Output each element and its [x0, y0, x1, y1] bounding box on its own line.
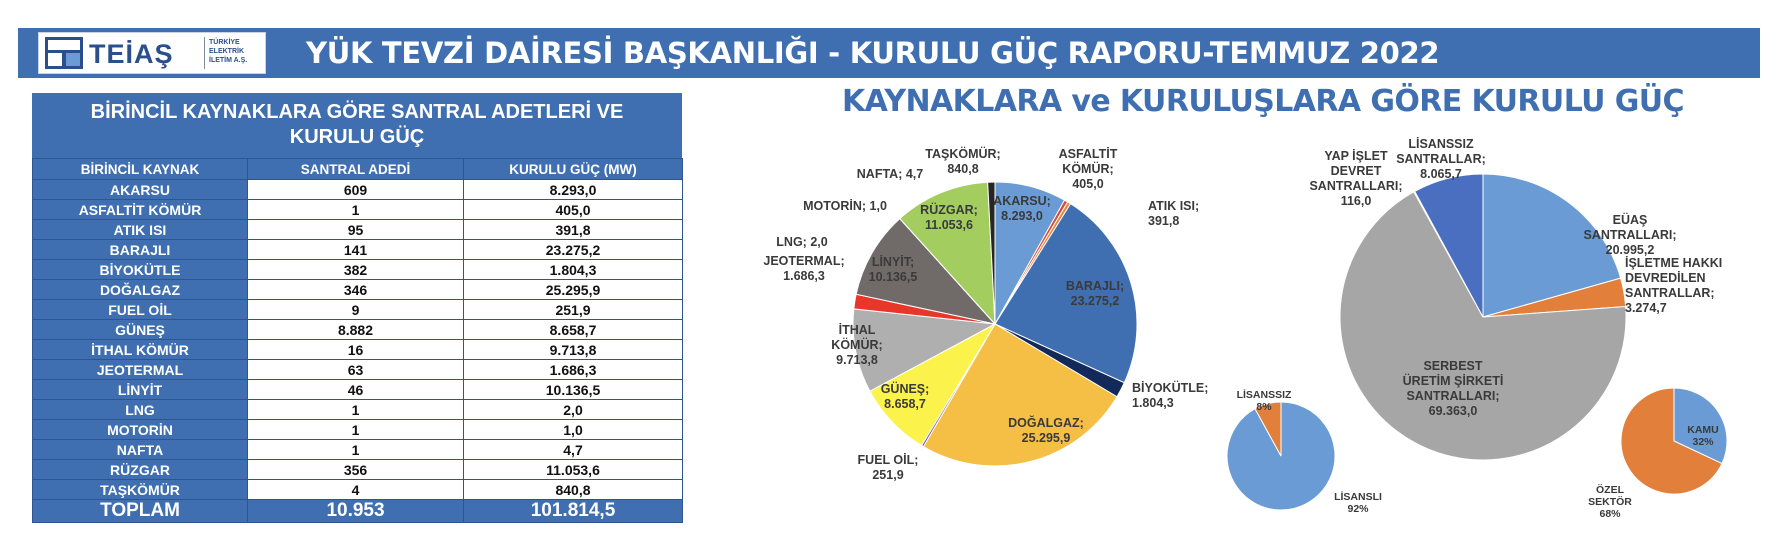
- row-plant-count: 63: [248, 360, 464, 380]
- logo-subtitle-line: İLETİM A.Ş.: [209, 57, 248, 64]
- total-count: 10.953: [248, 500, 464, 523]
- row-source: ASFALTİT KÖMÜR: [33, 200, 248, 220]
- data-label: [925, 146, 1000, 176]
- data-label-line: 68%: [1599, 508, 1621, 520]
- row-source: BARAJLI: [33, 240, 248, 260]
- row-capacity: 1,0: [464, 420, 683, 440]
- data-label-line: SANTRALLAR;: [1396, 152, 1486, 166]
- table-title-line: BİRİNCİL KAYNAKLARA GÖRE SANTRAL ADETLERİ VE: [90, 101, 624, 123]
- data-label-line: İŞLETME HAKKI: [1625, 256, 1723, 270]
- data-label-line: JEOTERMAL;: [763, 254, 845, 268]
- data-label-line: YAP İŞLET: [1324, 149, 1388, 163]
- data-label-line: SANTRALLAR;: [1625, 286, 1715, 300]
- logo-wordmark: TEİAŞ: [89, 39, 174, 69]
- data-label-line: LİNYİT;: [871, 255, 915, 269]
- data-label-line: GÜNEŞ;: [880, 382, 930, 396]
- data-label-line: DEVREDİLEN: [1625, 271, 1706, 285]
- row-source: FUEL OİL: [33, 300, 248, 320]
- column-header-source: BİRİNCİL KAYNAK: [33, 159, 248, 180]
- data-label-line: ÖZEL: [1596, 484, 1624, 496]
- data-label-line: 11.053,6: [925, 218, 973, 232]
- data-label-line: 23.275,2: [1070, 294, 1120, 308]
- data-label-line: 405,0: [1072, 177, 1104, 191]
- data-label-line: 92%: [1347, 503, 1369, 515]
- row-source: ATIK ISI: [33, 220, 248, 240]
- row-capacity: 8.293,0: [464, 180, 683, 200]
- data-label-line: ÜRETİM ŞİRKETİ: [1402, 374, 1504, 388]
- data-label-line: 3.274,7: [1625, 301, 1667, 315]
- data-label-line: 8.065,7: [1420, 167, 1462, 181]
- data-label: [1625, 255, 1722, 315]
- total-label: TOPLAM: [33, 500, 248, 523]
- logo-subtitle-line: TÜRKİYE: [209, 39, 240, 46]
- row-source: İTHAL KÖMÜR: [33, 340, 248, 360]
- data-label-line: LNG; 2,0: [776, 235, 828, 249]
- logo-subtitle-line: ELEKTRİK: [209, 48, 244, 55]
- row-plant-count: 1: [248, 400, 464, 420]
- row-capacity: 8.658,7: [464, 320, 683, 340]
- column-header-capacity: KURULU GÜÇ (MW): [464, 159, 683, 180]
- row-capacity: 1.804,3: [464, 260, 683, 280]
- data-label: [993, 194, 1051, 223]
- row-source: MOTORİN: [33, 420, 248, 440]
- row-source: LNG: [33, 400, 248, 420]
- data-label: [1066, 279, 1124, 308]
- data-label-line: KÖMÜR;: [831, 338, 883, 352]
- data-label-line: 8%: [1256, 401, 1272, 413]
- data-label-line: 32%: [1692, 436, 1714, 448]
- data-label: [1132, 380, 1208, 410]
- data-label-line: 840,8: [947, 162, 979, 176]
- data-label-line: KÖMÜR;: [1062, 162, 1114, 176]
- row-capacity: 10.136,5: [464, 380, 683, 400]
- data-label-line: 116,0: [1340, 194, 1372, 208]
- data-label-line: SANTRALLARI;: [1406, 389, 1500, 403]
- row-plant-count: 8.882: [248, 320, 464, 340]
- column-header-count: SANTRAL ADEDİ: [248, 159, 464, 180]
- data-label-line: RÜZGAR;: [920, 203, 978, 217]
- table-title-line: KURULU GÜÇ: [289, 126, 425, 148]
- data-label-line: 69.363,0: [1428, 404, 1478, 418]
- row-plant-count: 9: [248, 300, 464, 320]
- row-source: RÜZGAR: [33, 460, 248, 480]
- data-label-line: 1.804,3: [1132, 396, 1174, 410]
- data-label: [776, 235, 827, 249]
- row-source: AKARSU: [33, 180, 248, 200]
- data-label-line: TAŞKÖMÜR;: [925, 147, 1001, 161]
- row-plant-count: 46: [248, 380, 464, 400]
- data-label-line: 10.136,5: [868, 270, 918, 284]
- data-label-line: AKARSU;: [993, 194, 1051, 208]
- row-plant-count: 609: [248, 180, 464, 200]
- source-pie-chart: [763, 146, 1208, 482]
- row-source: NAFTA: [33, 440, 248, 460]
- data-label: [1148, 199, 1199, 228]
- data-label-line: FUEL OİL;: [857, 453, 919, 467]
- row-source: TAŞKÖMÜR: [33, 480, 248, 500]
- data-label-line: 9.713,8: [836, 353, 878, 367]
- row-capacity: 1.686,3: [464, 360, 683, 380]
- data-label-line: MOTORİN; 1,0: [803, 199, 887, 213]
- data-label-line: BİYOKÜTLE;: [1132, 381, 1209, 395]
- data-label-line: SERBEST: [1423, 359, 1483, 373]
- row-plant-count: 382: [248, 260, 464, 280]
- data-label-line: LİSANSSIZ: [1408, 137, 1474, 151]
- report-title: YÜK TEVZİ DAİRESİ BAŞKANLIĞI - KURULU GÜÇ RAPORU-TEMMUZ 2022: [306, 36, 1440, 70]
- data-label-line: SEKTÖR: [1588, 496, 1632, 508]
- data-label: [1588, 483, 1632, 520]
- row-plant-count: 346: [248, 280, 464, 300]
- data-label: [1309, 148, 1402, 208]
- row-capacity: 11.053,6: [464, 460, 683, 480]
- row-plant-count: 1: [248, 440, 464, 460]
- data-label-line: SANTRALLARI;: [1583, 228, 1677, 242]
- data-label-line: ASFALTİT: [1058, 147, 1118, 161]
- data-label-line: 20.995,2: [1605, 243, 1655, 257]
- row-capacity: 405,0: [464, 200, 683, 220]
- charts-title: KAYNAKLARA ve KURULUŞLARA GÖRE KURULU GÜÇ: [842, 84, 1684, 119]
- row-source: BİYOKÜTLE: [33, 260, 248, 280]
- data-label-line: BARAJLI;: [1065, 279, 1125, 293]
- sector-pie-chart: [1588, 388, 1727, 520]
- row-source: DOĞALGAZ: [33, 280, 248, 300]
- data-label-line: NAFTA; 4,7: [856, 167, 924, 181]
- data-label-line: ATIK ISI;: [1148, 199, 1200, 213]
- row-capacity: 23.275,2: [464, 240, 683, 260]
- data-label-line: EÜAŞ: [1612, 213, 1648, 227]
- data-label-line: 1.686,3: [783, 269, 825, 283]
- data-label-line: SANTRALLARI;: [1309, 179, 1403, 193]
- data-label-line: LİSANSSIZ: [1236, 389, 1292, 401]
- data-label-line: 391,8: [1148, 214, 1180, 228]
- total-capacity: 101.814,5: [464, 500, 683, 523]
- row-plant-count: 4: [248, 480, 464, 500]
- row-source: JEOTERMAL: [33, 360, 248, 380]
- row-capacity: 9.713,8: [464, 340, 683, 360]
- data-label-line: 25.295,9: [1021, 431, 1071, 445]
- data-label: [803, 198, 887, 213]
- row-capacity: 25.295,9: [464, 280, 683, 300]
- row-capacity: 251,9: [464, 300, 683, 320]
- row-capacity: 4,7: [464, 440, 683, 460]
- data-label-line: DOĞALGAZ;: [1008, 416, 1084, 430]
- data-label: [763, 254, 844, 283]
- data-label-line: KAMU: [1687, 424, 1719, 436]
- data-label: [1334, 490, 1382, 515]
- row-plant-count: 356: [248, 460, 464, 480]
- data-label-line: 8.658,7: [884, 397, 926, 411]
- data-label: [831, 322, 882, 367]
- row-plant-count: 1: [248, 200, 464, 220]
- license-pie-chart: [1227, 388, 1382, 515]
- row-plant-count: 16: [248, 340, 464, 360]
- data-label: [857, 167, 923, 181]
- row-capacity: 391,8: [464, 220, 683, 240]
- row-capacity: 840,8: [464, 480, 683, 500]
- data-label: [1059, 146, 1118, 191]
- data-label-line: LİSANSLI: [1334, 491, 1382, 503]
- data-label-line: 8.293,0: [1001, 209, 1043, 223]
- data-label: [858, 452, 919, 482]
- row-plant-count: 95: [248, 220, 464, 240]
- row-plant-count: 141: [248, 240, 464, 260]
- row-plant-count: 1: [248, 420, 464, 440]
- row-source: LİNYİT: [33, 380, 248, 400]
- data-label-line: İTHAL: [838, 323, 876, 337]
- row-source: GÜNEŞ: [33, 320, 248, 340]
- data-label-line: 251,9: [872, 468, 904, 482]
- row-capacity: 2,0: [464, 400, 683, 420]
- data-label-line: DEVRET: [1330, 164, 1382, 178]
